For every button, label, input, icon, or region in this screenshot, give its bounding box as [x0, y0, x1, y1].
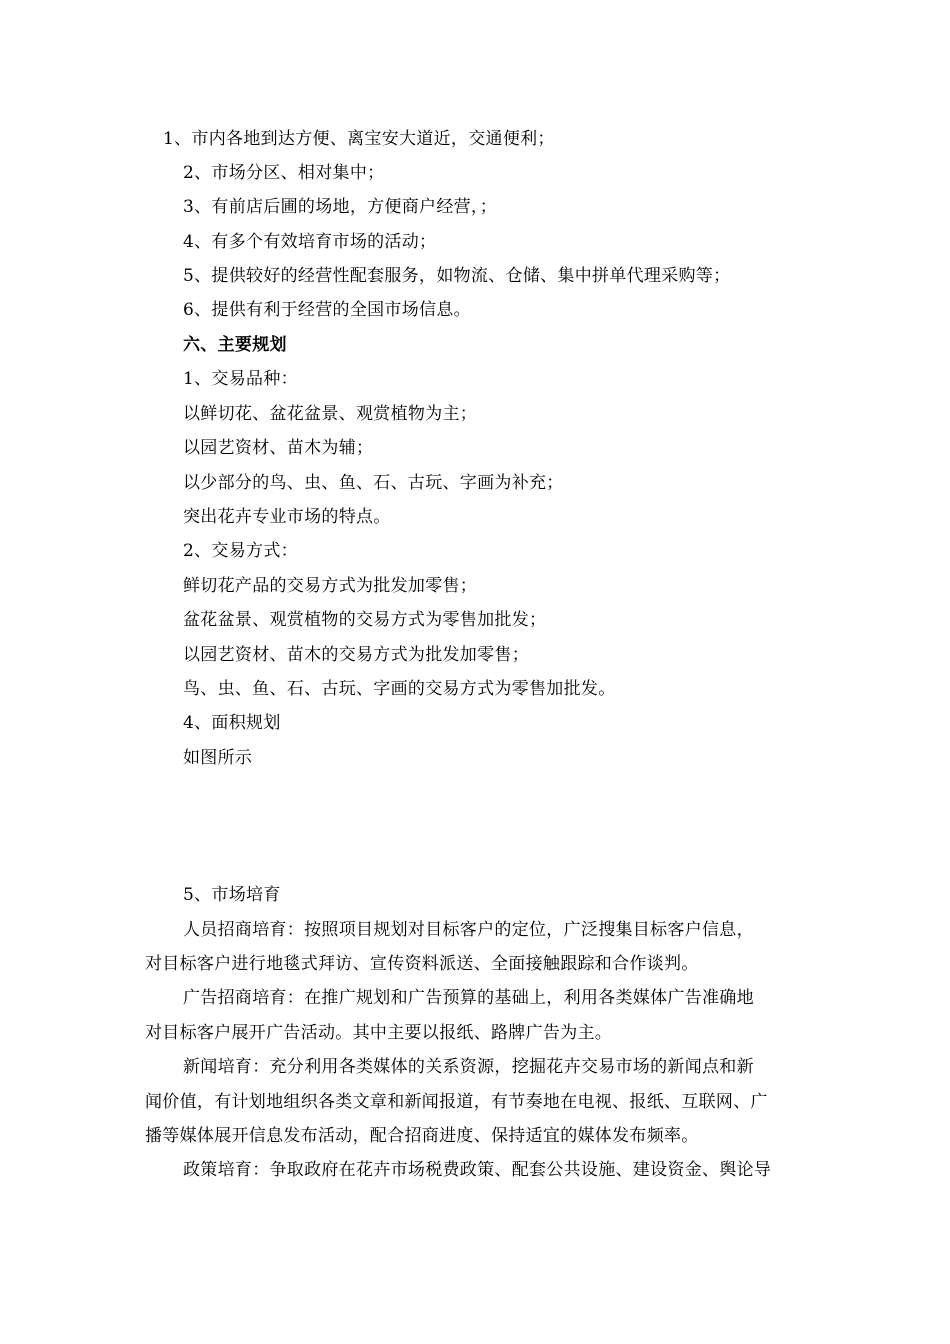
subheading-trade-methods: 2、交易方式：: [183, 541, 298, 561]
section-heading-main-planning: 六、主要规划: [183, 335, 287, 355]
trade-variety-line: 以鲜切花、盆花盆景、观赏植物为主；: [183, 404, 478, 424]
advantage-item-1: 1、市内各地到达方便、离宝安大道近，交通便利；: [163, 129, 555, 149]
trade-variety-line: 以园艺资材、苗木为辅；: [183, 438, 374, 458]
trade-method-line: 鲜切花产品的交易方式为批发加零售；: [183, 576, 478, 596]
trade-variety-line: 以少部分的鸟、虫、鱼、石、古玩、字画为补充；: [183, 473, 564, 493]
advantage-item-5: 5、提供较好的经营性配套服务，如物流、仓储、集中拼单代理采购等；: [183, 266, 731, 286]
paragraph-line: 广告招商培育：在推广规划和广告预算的基础上，利用各类媒体广告准确地: [183, 988, 754, 1008]
paragraph-line: 政策培育：争取政府在花卉市场税费政策、配套公共设施、建设资金、舆论导: [183, 1160, 772, 1180]
trade-method-line: 盆花盆景、观赏植物的交易方式为零售加批发；: [183, 610, 547, 630]
advantage-item-2: 2、市场分区、相对集中；: [183, 163, 385, 183]
advantage-item-6: 6、提供有利于经营的全国市场信息。: [183, 300, 471, 320]
advantage-item-4: 4、有多个有效培育市场的活动；: [183, 232, 437, 252]
subheading-trade-varieties: 1、交易品种：: [183, 369, 298, 389]
paragraph-line: 对目标客户展开广告活动。其中主要以报纸、路牌广告为主。: [145, 1023, 613, 1043]
paragraph-line: 播等媒体展开信息发布活动，配合招商进度、保持适宜的媒体发布频率。: [145, 1126, 699, 1146]
trade-variety-line: 突出花卉专业市场的特点。: [183, 507, 391, 527]
advantage-item-3: 3、有前店后圃的场地，方便商户经营，；: [183, 197, 498, 217]
subheading-market-cultivation: 5、市场培育: [183, 885, 281, 905]
paragraph-line: 新闻培育：充分利用各类媒体的关系资源，挖掘花卉交易市场的新闻点和新: [183, 1057, 754, 1077]
subheading-area-planning: 4、面积规划: [183, 713, 281, 733]
paragraph-line: 闻价值，有计划地组织各类文章和新闻报道，有节奏地在电视、报纸、互联网、广: [145, 1092, 768, 1112]
trade-method-line: 鸟、虫、鱼、石、古玩、字画的交易方式为零售加批发。: [183, 679, 616, 699]
area-planning-text: 如图所示: [183, 748, 253, 768]
trade-method-line: 以园艺资材、苗木的交易方式为批发加零售；: [183, 645, 529, 665]
paragraph-line: 人员招商培育：按照项目规划对目标客户的定位，广泛搜集目标客户信息，: [183, 920, 754, 940]
paragraph-line: 对目标客户进行地毯式拜访、宣传资料派送、全面接触跟踪和合作谈判。: [145, 954, 699, 974]
